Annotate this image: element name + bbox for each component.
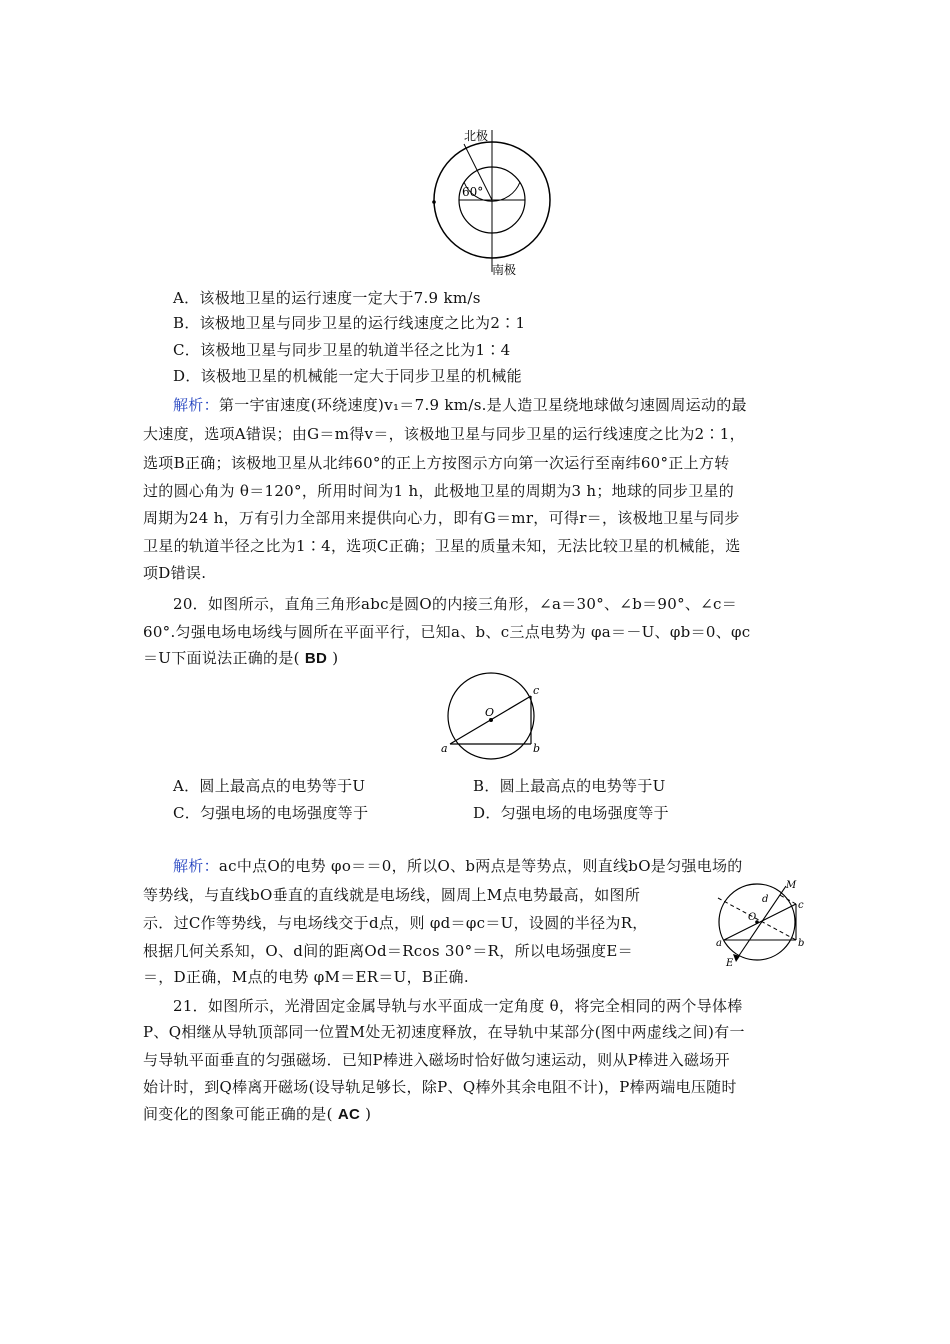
point-b-label: b xyxy=(533,742,541,755)
point-e-label: E xyxy=(726,958,734,968)
q19-analysis-line: 选项B正确；该极地卫星从北纬60°的正上方按图示方向第一次运行至南纬60°正上方转 xyxy=(143,454,730,472)
q20-option-a: A．圆上最高点的电势等于U xyxy=(173,777,366,795)
q19-analysis-line: 周期为24 h，万有引力全部用来提供向心力，即有G＝mr，可得r＝，该极地卫星与同步 xyxy=(143,509,740,527)
point-a2-label: a xyxy=(716,938,722,949)
point-b2-label: b xyxy=(798,938,805,949)
q20-stem-line: ＝U下面说法正确的是( BD ) xyxy=(143,649,339,667)
point-c-label: c xyxy=(533,684,540,697)
q19-analysis-line: 过的圆心角为 θ＝120°，所用时间为1 h，此极地卫星的周期为3 h；地球的同步卫星的 xyxy=(143,482,735,500)
point-o2-label: O xyxy=(748,912,757,923)
q21-stem-line: 21．如图所示，光滑固定金属导轨与水平面成一定角度 θ，将完全相同的两个导体棒 xyxy=(173,997,743,1015)
q19-analysis-line: 卫星的轨道半径之比为1∶4，选项C正确；卫星的质量未知，无法比较卫星的机械能，选 xyxy=(143,537,741,555)
q20-option-b: B．圆上最高点的电势等于U xyxy=(473,777,666,795)
south-pole-label: 南极 xyxy=(492,263,517,277)
q20-stem-line: 60°.匀强电场电场线与圆所在平面平行，已知a、b、c三点电势为 φa＝－U、φb＝0、φc xyxy=(143,623,751,641)
point-d-label: d xyxy=(762,894,769,905)
q20-analysis-line: 等势线，与直线bO垂直的直线就是电场线，圆周上M点电势最高，如图所 xyxy=(143,886,641,904)
polar-orbit-figure xyxy=(420,122,570,282)
q19-analysis-line: 项D错误. xyxy=(143,564,207,582)
point-c2-label: c xyxy=(798,900,804,911)
analysis-label: 解析： xyxy=(173,396,219,414)
q19-analysis-first: 解析：第一宇宙速度(环绕速度)v₁＝7.9 km/s.是人造卫星绕地球做匀速圆周运动的最 xyxy=(173,396,747,414)
q20-answer: BD xyxy=(304,650,328,667)
q20-option-d: D．匀强电场的电场强度等于 xyxy=(473,804,669,822)
q19-option-a: A．该极地卫星的运行速度一定大于7.9 km/s xyxy=(173,289,481,307)
point-a-label: a xyxy=(441,742,448,755)
q21-stem-line: 始计时，到Q棒离开磁场(设导轨足够长，除P、Q棒外其余电阻不计)，P棒两端电压随时 xyxy=(143,1078,737,1096)
q20-option-c: C．匀强电场的电场强度等于 xyxy=(173,804,369,822)
q21-stem-line: 间变化的图象可能正确的是( AC ) xyxy=(143,1105,372,1123)
q19-option-d: D．该极地卫星的机械能一定大于同步卫星的机械能 xyxy=(173,367,522,385)
q20-analysis-line: 根据几何关系知，O、d间的距离Od＝Rcos 30°＝R，所以电场强度E＝ xyxy=(143,942,633,960)
q20-stem-line: 20．如图所示，直角三角形abc是圆O的内接三角形，∠a＝30°、∠b＝90°、∠c＝ xyxy=(173,595,738,613)
point-o-label: O xyxy=(485,706,495,719)
q20-analysis-line: ＝，D正确，M点的电势 φM＝ER＝U，B正确. xyxy=(143,968,469,986)
analysis-label: 解析： xyxy=(173,857,219,875)
point-m-label: M xyxy=(786,880,797,891)
q19-analysis-line: 大速度，选项A错误；由G＝m得v＝，该极地卫星与同步卫星的运行线速度之比为2∶1， xyxy=(143,425,745,443)
q20-analysis-line: 示．过C作等势线，与电场线交于d点，则 φd＝φc＝U，设圆的半径为R， xyxy=(143,914,648,932)
angle-label: 60° xyxy=(462,185,484,199)
q20-analysis-first: 解析：ac中点O的电势 φo＝＝0，所以O、b两点是等势点，则直线bO是匀强电场的 xyxy=(173,857,743,875)
q19-option-c: C．该极地卫星与同步卫星的轨道半径之比为1∶4 xyxy=(173,341,511,359)
q19-option-b: B．该极地卫星与同步卫星的运行线速度之比为2∶1 xyxy=(173,314,526,332)
north-pole-label: 北极 xyxy=(464,129,489,143)
q21-answer: AC xyxy=(337,1106,361,1123)
circle-triangle-figure xyxy=(438,672,548,760)
field-line-figure xyxy=(712,876,812,968)
q21-stem-line: P、Q相继从导轨顶部同一位置M处无初速度释放，在导轨中某部分(图中两虚线之间)有一 xyxy=(143,1023,745,1041)
q21-stem-line: 与导轨平面垂直的匀强磁场．已知P棒进入磁场时恰好做匀速运动，则从P棒进入磁场开 xyxy=(143,1051,730,1069)
